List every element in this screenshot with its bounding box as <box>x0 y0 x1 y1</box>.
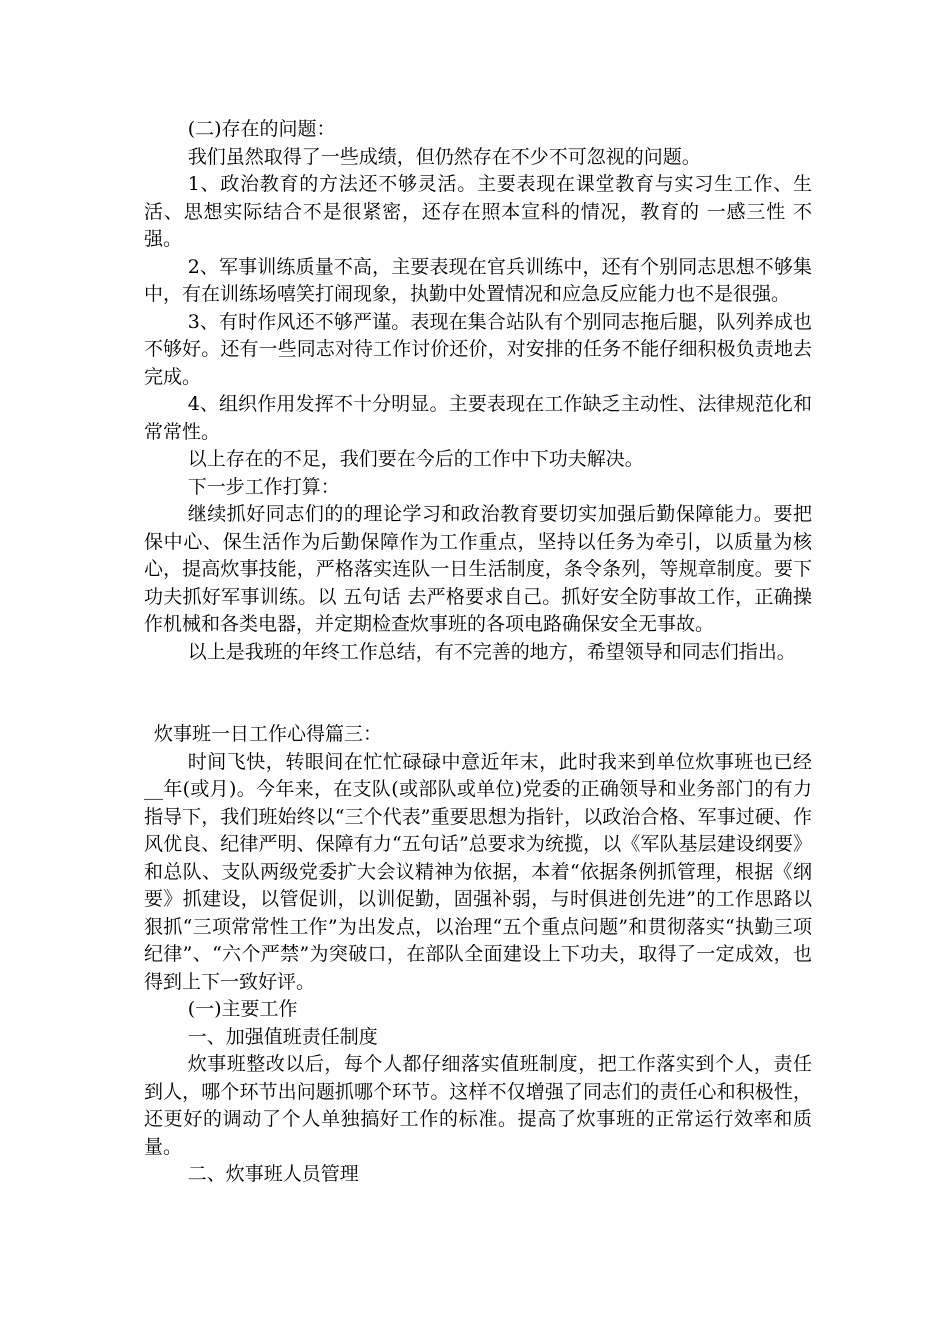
section-spacer <box>144 666 812 721</box>
problems-conclusion: 以上存在的不足，我们要在今后的工作中下功夫解决。 <box>187 448 644 470</box>
next-step-heading: 下一步工作打算： <box>187 475 340 498</box>
problem-item-1: 1、政治教育的方法还不够灵活。主要表现在课堂教育与实习生工作、生活、思想实际结合不是很紧密，还存在照本宣科的情况，教育的 一感三性 不强。 <box>144 173 812 250</box>
problem-item-3: 3、有时作风还不够严谨。表现在集合站队有个别同志拖后腿，队列养成也不够好。还有一些同志对待工作讨价还价，对安排的任务不能仔细积极负责地去完成。 <box>144 310 812 388</box>
problems-intro: 我们虽然取得了一些成绩，但仍然存在不少不可忽视的问题。 <box>187 145 701 168</box>
document-page <box>144 116 812 1189</box>
closing-paragraph: 以上是我班的年终工作总结，有不完善的地方，希望领导和同志们指出。 <box>187 640 796 663</box>
main-work-heading: (一)主要工作 <box>187 998 298 1020</box>
item-two-heading: 二、炊事班人员管理 <box>187 1163 359 1185</box>
part-three-intro: 时间飞快，转眼间在忙忙碌碌中意近年末，此时我来到单位炊事班也已经__年(或月)。今年来，在支队(或部队或单位)党委的正确领导和业务部门的有力指导下，我们班始终以“三个代表”重要思想为指针，以政治合格、军事过硬、作风优良、纪律严明、保障有力“五句话”总要求为统揽，以《军队基层建设纲要》和总队、支队两级党委扩大会议精神为依据，本着“依据条例抓管理，根据《纲要》抓建设，以管促训，以训促勤，固强补弱，与时俱进创先进”的工作思路以狠抓“三项常常性工作”为出发点，以治理“五个重点问题”和贯彻落实“执勤三项纪律”、“六个严禁”为突破口，在部队全面建设上下功夫，取得了一定成效，也得到上下一致好评。 <box>144 750 812 993</box>
item-one-body: 炊事班整改以后，每个人都仔细落实值班制度，把工作落实到个人，责任到人，哪个环节出问题抓哪个环节。这样不仅增强了同志们的责任心和积极性，还更好的调动了个人单独搞好工作的标准。提高了炊事班的正常运行效率和质量。 <box>144 1053 812 1158</box>
next-step-body: 继续抓好同志们的的理论学习和政治教育要切实加强后勤保障能力。要把保中心、保生活作为后勤保障作为工作重点，坚持以任务为牵引，以质量为核心，提高炊事技能，严格落实连队一日生活制度，条令条列，等规章制度。要下功夫抓好军事训练。以 五句话 去严格要求自己。抓好安全防事故工作，正确操作机械和各类电器，并定期检查炊事班的各项电路确保安全无事故。 <box>144 503 812 635</box>
problem-item-2: 2、军事训练质量不高，主要表现在官兵训练中，还有个别同志思想不够集中，有在训练场嘻笑打闹现象，执勤中处置情况和应急反应能力也不是很强。 <box>144 255 812 305</box>
part-three-title: 炊事班一日工作心得篇三： <box>154 723 383 745</box>
item-one-heading: 一、加强值班责任制度 <box>187 1025 378 1048</box>
section-heading-problems: (二)存在的问题： <box>187 118 336 140</box>
problem-item-4: 4、组织作用发挥不十分明显。主要表现在工作缺乏主动性、法律规范化和常常性。 <box>144 393 812 443</box>
